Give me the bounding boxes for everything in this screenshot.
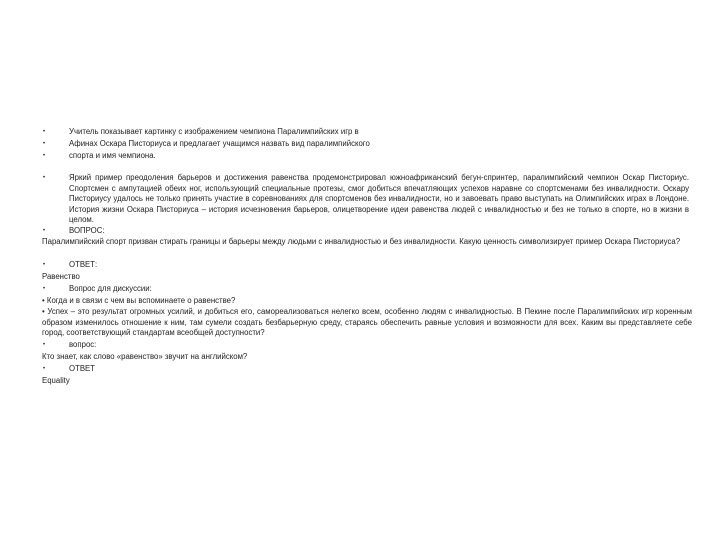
intro-line-1: Учитель показывает картинку с изображением чемпиона Паралимпийских игр в [69,127,359,136]
bullet-marker: • [43,366,46,372]
question-text: Кто знает, как слово «равенство» звучит на английском? [42,352,248,361]
intro-line-2: Афинах Оскара Писториуса и предлагает учащимся назвать вид паралимпийского [69,139,370,148]
intro-line-3: спорта и имя чемпиона. [69,151,156,160]
answer-text: Равенство [42,272,80,281]
question-label: вопрос: [69,340,97,349]
success-paragraph: • Успех – это результат огромных усилий, и добиться его, самореализоваться нелегко всем, особенно людям с инвалидностью. В Пекине после Паралимпийских игр коренным образом изменилось отношение к ним, там сумели создать безбарьерную среду, стараясь обеспечить равные условия и возможности для всех. Каким вы представляете себе город, соответствующий стандартам всеобщей доступности? [42,307,692,338]
bullet-marker: • [43,141,46,147]
answer-label: ОТВЕТ [69,364,95,373]
bullet-marker: • [43,262,46,268]
bullet-marker: • [43,129,46,135]
bullet-marker: • [43,175,46,181]
answer-label: ОТВЕТ: [69,260,98,269]
question-text: Паралимпийский спорт призван стирать границы и барьеры между людьми с инвалидностью и без инвалидности. Какую ценность символизирует пример Оскара Писториуса? [42,237,681,246]
bullet-marker: • [43,342,46,348]
answer-text: Equality [42,376,70,385]
discussion-label: Вопрос для дискуссии: [69,284,152,293]
story-paragraph: Яркий пример преодоления барьеров и достижения равенства продемонстрировал южноафриканский бегун-спринтер, паралимпийский чемпион Оскар Писториус. Спортсмен с ампутацией обеих ног, использующий специальные протезы, смог добиться впечатляющих успехов наравне со спортсменами без инвалидности. Оскару Писториусу удалось не только принять участие в соревнованиях для спортсменов без инвалидности, но и завоевать право выступать на Олимпийских играх в Лондоне. История жизни Оскара Писториуса – история исчезновения барьеров, олицетворение идеи равенства людей с инвалидностью и без не только в спорте, но в жизни в целом. [69,173,689,225]
bullet-marker: • [43,228,46,234]
bullet-marker: • [43,286,46,292]
discussion-question: • Когда и в связи с чем вы вспоминаете о равенстве? [42,296,236,305]
bullet-marker: • [43,153,46,159]
question-label: ВОПРОС: [69,226,105,235]
